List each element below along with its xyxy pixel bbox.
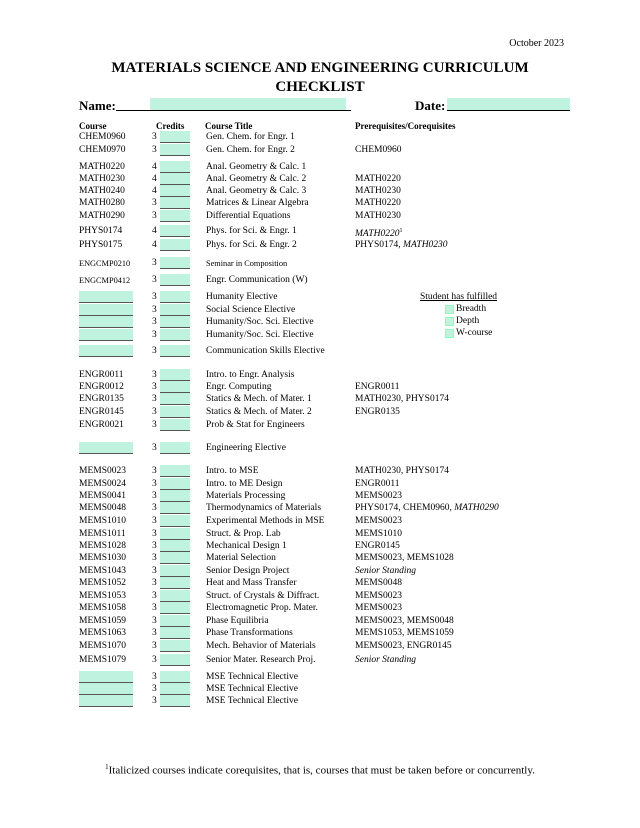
course-prereq bbox=[355, 210, 401, 223]
course-code: MEMS1058 bbox=[79, 603, 126, 613]
credit-value: 4 bbox=[152, 226, 157, 236]
course-title: Phase Equilibria bbox=[206, 616, 269, 626]
credit-value: 3 bbox=[152, 628, 157, 638]
course-code-input[interactable] bbox=[79, 695, 133, 707]
course-code-input[interactable] bbox=[79, 683, 133, 695]
table-row bbox=[0, 239, 640, 252]
course-prereq bbox=[355, 654, 416, 667]
credit-value: 4 bbox=[152, 186, 157, 196]
prereq-text: MEMS0023, MEMS1028 bbox=[355, 553, 454, 563]
credit-value: 3 bbox=[152, 466, 157, 476]
footnote-text: Italicized courses indicate corequisites, that is, courses that must be taken before or concurrently. bbox=[108, 764, 535, 777]
table-row bbox=[0, 627, 640, 640]
course-title: Seminar in Composition bbox=[206, 259, 288, 268]
course-title: Phase Transformations bbox=[206, 628, 293, 638]
credit-check-input[interactable] bbox=[160, 161, 190, 173]
credit-check-input[interactable] bbox=[160, 316, 190, 328]
column-header-course: Course bbox=[79, 121, 107, 131]
course-code: MATH0280 bbox=[79, 198, 125, 208]
prereq-text: MATH0230 bbox=[355, 211, 401, 221]
credit-check-input[interactable] bbox=[160, 654, 190, 666]
credit-check-input[interactable] bbox=[160, 225, 190, 237]
course-title: Intro. to Engr. Analysis bbox=[206, 370, 295, 380]
credit-check-input[interactable] bbox=[160, 406, 190, 418]
name-underline bbox=[116, 110, 351, 111]
course-code: PHYS0174 bbox=[79, 226, 123, 236]
credit-check-input[interactable] bbox=[160, 291, 190, 303]
document-date: October 2023 bbox=[509, 38, 564, 49]
course-code: MEMS1028 bbox=[79, 541, 126, 551]
credit-check-input[interactable] bbox=[160, 577, 190, 589]
coreq-text: MATH0230 bbox=[403, 240, 448, 250]
course-code: CHEM0970 bbox=[79, 145, 126, 155]
credit-check-input[interactable] bbox=[160, 257, 190, 269]
course-code-input[interactable] bbox=[79, 291, 133, 303]
course-title: Heat and Mass Transfer bbox=[206, 578, 297, 588]
course-title: Gen. Chem. for Engr. 2 bbox=[206, 145, 295, 155]
credit-value: 3 bbox=[152, 330, 157, 340]
course-title: MSE Technical Elective bbox=[206, 696, 299, 706]
credit-check-input[interactable] bbox=[160, 419, 190, 431]
credit-value: 3 bbox=[152, 616, 157, 626]
course-title: Matrices & Linear Algebra bbox=[206, 198, 309, 208]
course-prereq bbox=[355, 239, 448, 252]
table-row bbox=[0, 257, 640, 270]
table-row bbox=[0, 502, 640, 515]
credit-check-input[interactable] bbox=[160, 478, 190, 490]
table-row bbox=[0, 144, 640, 157]
credit-value: 3 bbox=[152, 132, 157, 142]
credit-value: 3 bbox=[152, 655, 157, 665]
credit-value: 3 bbox=[152, 578, 157, 588]
credit-value: 3 bbox=[152, 491, 157, 501]
prereq-text: PHYS0174, CHEM0960, bbox=[355, 503, 455, 513]
prereq-text: MEMS0023 bbox=[355, 591, 402, 601]
credit-value: 3 bbox=[152, 566, 157, 576]
prereq-text: MEMS0023 bbox=[355, 603, 402, 613]
course-prereq bbox=[355, 465, 449, 478]
prereq-text: ENGR0135 bbox=[355, 407, 400, 417]
course-title: Statics & Mech. of Mater. 2 bbox=[206, 407, 312, 417]
credit-check-input[interactable] bbox=[160, 274, 190, 286]
course-code-input[interactable] bbox=[79, 345, 133, 357]
course-title: Humanity/Soc. Sci. Elective bbox=[206, 330, 314, 340]
course-prereq bbox=[355, 197, 401, 210]
course-prereq bbox=[355, 627, 454, 640]
table-row bbox=[0, 695, 640, 708]
credit-value: 3 bbox=[152, 198, 157, 208]
table-row bbox=[0, 406, 640, 419]
coreq-text: MATH0220 bbox=[355, 229, 400, 240]
course-title: Mech. Behavior of Materials bbox=[206, 641, 316, 651]
course-prereq bbox=[355, 602, 402, 615]
course-code: PHYS0175 bbox=[79, 240, 123, 250]
credit-value: 3 bbox=[152, 503, 157, 513]
prereq-text: ENGR0011 bbox=[355, 479, 400, 489]
prereq-text: MATH0230 bbox=[355, 186, 401, 196]
prereq-text: MEMS1053, MEMS1059 bbox=[355, 628, 454, 638]
course-prereq bbox=[355, 577, 402, 590]
credit-check-input[interactable] bbox=[160, 239, 190, 251]
course-code: MEMS0048 bbox=[79, 503, 126, 513]
table-row bbox=[0, 654, 640, 667]
table-row bbox=[0, 442, 640, 455]
course-code: MEMS1063 bbox=[79, 628, 126, 638]
credit-check-input[interactable] bbox=[160, 185, 190, 197]
credit-value: 3 bbox=[152, 346, 157, 356]
credit-check-input[interactable] bbox=[160, 502, 190, 514]
credit-value: 3 bbox=[152, 394, 157, 404]
credit-value: 3 bbox=[152, 443, 157, 453]
credit-check-input[interactable] bbox=[160, 640, 190, 652]
fulfilled-depth[interactable] bbox=[420, 315, 497, 327]
table-row bbox=[0, 419, 640, 432]
course-code: MATH0230 bbox=[79, 174, 125, 184]
course-title: Electromagnetic Prop. Mater. bbox=[206, 603, 318, 613]
credit-check-input[interactable] bbox=[160, 602, 190, 614]
credit-value: 3 bbox=[152, 275, 157, 285]
course-code: MEMS1030 bbox=[79, 553, 126, 563]
credit-value: 3 bbox=[152, 407, 157, 417]
credit-check-input[interactable] bbox=[160, 369, 190, 381]
course-title: Thermodynamics of Materials bbox=[206, 503, 322, 513]
prereq-text: MATH0230, PHYS0174 bbox=[355, 394, 449, 404]
prereq-text: ENGR0145 bbox=[355, 541, 400, 551]
course-code: MEMS1011 bbox=[79, 529, 126, 539]
credit-value: 3 bbox=[152, 305, 157, 315]
credit-check-input[interactable] bbox=[160, 627, 190, 639]
course-prereq bbox=[355, 144, 401, 157]
table-row bbox=[0, 329, 640, 342]
page-title: MATERIALS SCIENCE AND ENGINEERING CURRICULUM bbox=[111, 60, 529, 76]
course-title: Materials Processing bbox=[206, 491, 286, 501]
credit-value: 4 bbox=[152, 162, 157, 172]
course-prereq bbox=[355, 502, 499, 515]
credit-value: 3 bbox=[152, 684, 157, 694]
course-code: ENGCMP0210 bbox=[79, 259, 131, 268]
course-title: Material Selection bbox=[206, 553, 276, 563]
page-subtitle: CHECKLIST bbox=[275, 79, 365, 95]
course-title: Social Science Elective bbox=[206, 305, 296, 315]
prereq-text: MEMS0023 bbox=[355, 516, 402, 526]
course-code: ENGR0011 bbox=[79, 370, 124, 380]
credit-check-input[interactable] bbox=[160, 144, 190, 156]
date-input[interactable] bbox=[447, 98, 570, 110]
credit-check-input[interactable] bbox=[160, 173, 190, 185]
credit-value: 3 bbox=[152, 529, 157, 539]
credit-value: 3 bbox=[152, 672, 157, 682]
course-code: ENGR0135 bbox=[79, 394, 124, 404]
table-row bbox=[0, 552, 640, 565]
course-code: MATH0290 bbox=[79, 211, 125, 221]
course-code: ENGCMP0412 bbox=[79, 276, 131, 285]
prereq-text: MEMS0023 bbox=[355, 491, 402, 501]
course-code-input[interactable] bbox=[79, 671, 133, 683]
prereq-text: MATH0230, PHYS0174 bbox=[355, 466, 449, 476]
credit-value: 4 bbox=[152, 240, 157, 250]
credit-value: 3 bbox=[152, 553, 157, 563]
course-title: Anal. Geometry & Calc. 3 bbox=[206, 186, 307, 196]
table-row bbox=[0, 393, 640, 406]
course-code-input[interactable] bbox=[79, 316, 133, 328]
course-code: MEMS1043 bbox=[79, 566, 126, 576]
coreq-text: MATH0290 bbox=[454, 503, 499, 513]
prereq-text: MEMS0048 bbox=[355, 578, 402, 588]
credit-value: 3 bbox=[152, 696, 157, 706]
credit-check-input[interactable] bbox=[160, 515, 190, 527]
credit-check-input[interactable] bbox=[160, 528, 190, 540]
credit-value: 3 bbox=[152, 641, 157, 651]
course-title: MSE Technical Elective bbox=[206, 672, 299, 682]
table-row bbox=[0, 602, 640, 615]
credit-check-input[interactable] bbox=[160, 442, 190, 454]
course-code: MATH0240 bbox=[79, 186, 125, 196]
course-title: Gen. Chem. for Engr. 1 bbox=[206, 132, 295, 142]
course-title: Anal. Geometry & Calc. 2 bbox=[206, 174, 307, 184]
credit-check-input[interactable] bbox=[160, 671, 190, 683]
table-row bbox=[0, 197, 640, 210]
course-code: ENGR0012 bbox=[79, 382, 124, 392]
course-code: MEMS1052 bbox=[79, 578, 126, 588]
table-row bbox=[0, 210, 640, 223]
footnote-marker: 1 bbox=[105, 763, 109, 771]
course-title: Senior Design Project bbox=[206, 566, 290, 576]
credit-check-input[interactable] bbox=[160, 329, 190, 341]
credit-value: 3 bbox=[152, 317, 157, 327]
course-prereq bbox=[355, 406, 400, 419]
prereq-text: CHEM0960 bbox=[355, 145, 402, 155]
checkbox-depth[interactable] bbox=[445, 317, 454, 326]
course-prereq bbox=[355, 393, 449, 406]
fulfilled-depth-label: Depth bbox=[456, 316, 480, 327]
course-code: MEMS1059 bbox=[79, 616, 126, 626]
fulfilled-breadth-label: Breadth bbox=[456, 304, 487, 314]
footnote bbox=[0, 763, 640, 777]
course-code: MEMS0024 bbox=[79, 479, 126, 489]
course-title: Humanity Elective bbox=[206, 292, 278, 302]
credit-value: 3 bbox=[152, 292, 157, 302]
table-row bbox=[0, 291, 640, 304]
fulfilled-breadth[interactable] bbox=[420, 303, 497, 315]
fulfilled-wcourse-label: W-course bbox=[456, 328, 493, 339]
credit-check-input[interactable] bbox=[160, 393, 190, 405]
course-code: MEMS1010 bbox=[79, 516, 126, 526]
credit-check-input[interactable] bbox=[160, 590, 190, 602]
fulfilled-title: Student has fulfilled bbox=[420, 292, 498, 302]
column-header-prereq: Prerequisites/Corequisites bbox=[355, 121, 456, 131]
course-code-input[interactable] bbox=[79, 304, 133, 316]
course-title: Phys. for Sci. & Engr. 2 bbox=[206, 240, 297, 250]
course-code: MEMS0041 bbox=[79, 491, 126, 501]
course-title: Struct. of Crystals & Diffract. bbox=[206, 591, 320, 601]
prereq-text: MEMS0023, ENGR0145 bbox=[355, 641, 452, 651]
course-code: MEMS1070 bbox=[79, 641, 126, 651]
course-code: MATH0220 bbox=[79, 162, 125, 172]
credit-value: 3 bbox=[152, 258, 157, 268]
course-title: MSE Technical Elective bbox=[206, 684, 299, 694]
course-code: ENGR0145 bbox=[79, 407, 124, 417]
course-title: Humanity/Soc. Sci. Elective bbox=[206, 317, 314, 327]
course-title: Prob & Stat for Engineers bbox=[206, 420, 305, 430]
credit-check-input[interactable] bbox=[160, 381, 190, 393]
course-title: Engr. Computing bbox=[206, 382, 272, 392]
column-header-credits: Credits bbox=[156, 121, 185, 131]
course-title: Statics & Mech. of Mater. 1 bbox=[206, 394, 312, 404]
credit-value: 3 bbox=[152, 603, 157, 613]
course-title: Anal. Geometry & Calc. 1 bbox=[206, 162, 307, 172]
prereq-text: PHYS0174, bbox=[355, 240, 404, 250]
course-prereq bbox=[355, 640, 452, 653]
credit-value: 3 bbox=[152, 541, 157, 551]
credit-value: 3 bbox=[152, 591, 157, 601]
credit-check-input[interactable] bbox=[160, 695, 190, 707]
name-label: Name: bbox=[79, 98, 116, 113]
column-header-title: Course Title bbox=[205, 121, 253, 131]
table-row bbox=[0, 316, 640, 329]
course-title: Phys. for Sci. & Engr. 1 bbox=[206, 226, 297, 236]
credit-check-input[interactable] bbox=[160, 465, 190, 477]
course-title: Mechanical Design 1 bbox=[206, 541, 287, 551]
course-title: Communication Skills Elective bbox=[206, 346, 325, 356]
table-row bbox=[0, 345, 640, 358]
course-title: Struct. & Prop. Lab bbox=[206, 529, 281, 539]
credit-value: 3 bbox=[152, 370, 157, 380]
checkbox-breadth[interactable] bbox=[445, 305, 454, 314]
table-row bbox=[0, 465, 640, 478]
credit-check-input[interactable] bbox=[160, 490, 190, 502]
fulfilled-panel bbox=[420, 292, 497, 340]
prereq-text: MATH0220 bbox=[355, 198, 401, 208]
footnote-ref: 1 bbox=[399, 228, 403, 234]
credit-check-input[interactable] bbox=[160, 540, 190, 552]
credit-value: 3 bbox=[152, 420, 157, 430]
course-title: Engineering Elective bbox=[206, 443, 286, 453]
table-row bbox=[0, 274, 640, 287]
course-code-input[interactable] bbox=[79, 329, 133, 341]
credit-check-input[interactable] bbox=[160, 345, 190, 357]
course-title: Intro. to ME Design bbox=[206, 479, 283, 489]
coreq-text: Senior Standing bbox=[355, 566, 416, 576]
credit-value: 3 bbox=[152, 145, 157, 155]
course-code: ENGR0021 bbox=[79, 420, 124, 430]
table-row bbox=[0, 225, 640, 238]
prereq-text: MEMS1010 bbox=[355, 529, 402, 539]
table-row bbox=[0, 131, 640, 144]
checkbox-wcourse[interactable] bbox=[445, 329, 454, 338]
credit-value: 4 bbox=[152, 174, 157, 184]
credit-value: 3 bbox=[152, 479, 157, 489]
prereq-text: MEMS0023, MEMS0048 bbox=[355, 616, 454, 626]
course-code: MEMS1053 bbox=[79, 591, 126, 601]
course-code: MEMS1079 bbox=[79, 655, 126, 665]
credit-check-input[interactable] bbox=[160, 615, 190, 627]
credit-check-input[interactable] bbox=[160, 683, 190, 695]
course-prereq bbox=[355, 515, 402, 528]
name-input[interactable] bbox=[150, 98, 346, 110]
credit-check-input[interactable] bbox=[160, 565, 190, 577]
credit-check-input[interactable] bbox=[160, 210, 190, 222]
course-title: Experimental Methods in MSE bbox=[206, 516, 325, 526]
date-underline bbox=[447, 110, 570, 111]
table-row bbox=[0, 577, 640, 590]
course-code: CHEM0960 bbox=[79, 132, 126, 142]
credit-check-input[interactable] bbox=[160, 131, 190, 143]
prereq-text: ENGR0011 bbox=[355, 382, 400, 392]
credit-value: 3 bbox=[152, 516, 157, 526]
credit-check-input[interactable] bbox=[160, 552, 190, 564]
credit-value: 3 bbox=[152, 211, 157, 221]
coreq-text: Senior Standing bbox=[355, 655, 416, 665]
credit-value: 3 bbox=[152, 382, 157, 392]
prereq-text: MATH0220 bbox=[355, 174, 401, 184]
credit-check-input[interactable] bbox=[160, 304, 190, 316]
course-title: Engr. Communication (W) bbox=[206, 275, 308, 285]
course-title: Differential Equations bbox=[206, 211, 291, 221]
date-label: Date: bbox=[415, 98, 446, 113]
table-row bbox=[0, 640, 640, 653]
course-code: MEMS0023 bbox=[79, 466, 126, 476]
table-row bbox=[0, 515, 640, 528]
course-title: Intro. to MSE bbox=[206, 466, 259, 476]
fulfilled-wcourse[interactable] bbox=[420, 327, 497, 339]
course-prereq bbox=[355, 552, 454, 565]
credit-check-input[interactable] bbox=[160, 197, 190, 209]
course-code-input[interactable] bbox=[79, 442, 133, 454]
course-title: Senior Mater. Research Proj. bbox=[206, 655, 316, 665]
